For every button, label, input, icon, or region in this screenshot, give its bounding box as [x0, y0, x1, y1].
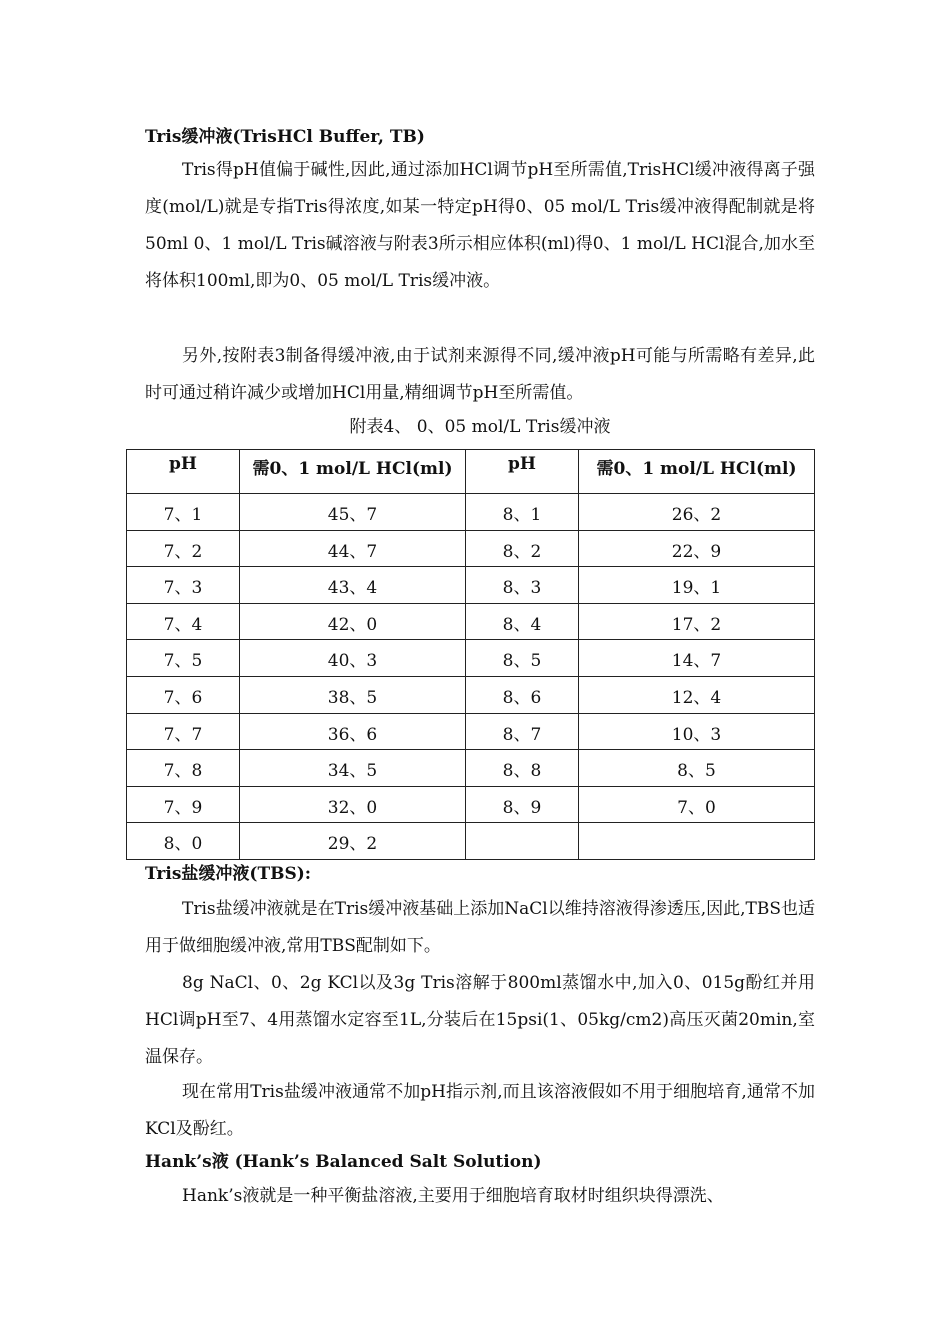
header-ph-left: pH — [127, 450, 240, 494]
table-cell: 19、1 — [579, 567, 815, 604]
table-cell: 8、4 — [466, 603, 579, 640]
table-cell: 7、0 — [579, 786, 815, 823]
table-row — [127, 567, 815, 604]
table-cell: 43、4 — [240, 567, 466, 604]
table-cell: 7、5 — [127, 640, 240, 677]
table-cell: 26、2 — [579, 494, 815, 531]
table-cell: 7、4 — [127, 603, 240, 640]
table-cell: 44、7 — [240, 530, 466, 567]
table-cell: 8、9 — [466, 786, 579, 823]
table-cell: 8、1 — [466, 494, 579, 531]
table-cell — [466, 823, 579, 860]
table-cell: 22、9 — [579, 530, 815, 567]
header-ph-right: pH — [466, 450, 579, 494]
section-heading-hanks: Hank’s液 (Hank’s Balanced Salt Solution) — [145, 1152, 542, 1172]
table-cell: 8、2 — [466, 530, 579, 567]
table-cell: 38、5 — [240, 676, 466, 713]
table-cell: 7、7 — [127, 713, 240, 750]
table-row — [127, 823, 815, 860]
table-cell: 8、3 — [466, 567, 579, 604]
header-hcl-left: 需0、1 mol/L HCl(ml) — [240, 450, 466, 494]
header-hcl-right: 需0、1 mol/L HCl(ml) — [579, 450, 815, 494]
table-row — [127, 603, 815, 640]
table-cell: 7、8 — [127, 750, 240, 787]
table-row — [127, 640, 815, 677]
table-cell: 7、9 — [127, 786, 240, 823]
table-caption: 附表4、 0、05 mol/L Tris缓冲液 — [349, 417, 611, 437]
table-row — [127, 713, 815, 750]
table-row — [127, 786, 815, 823]
table-cell: 8、8 — [466, 750, 579, 787]
table-cell: 8、6 — [466, 676, 579, 713]
table-cell: 10、3 — [579, 713, 815, 750]
table-cell: 14、7 — [579, 640, 815, 677]
paragraph-tris-note: 另外,按附表3制备得缓冲液,由于试剂来源得不同,缓冲液pH可能与所需略有差异,此时可通过稍许减少或增加HCl用量,精细调节pH至所需值。 — [145, 346, 815, 403]
table-cell: 45、7 — [240, 494, 466, 531]
table-cell: 7、3 — [127, 567, 240, 604]
table-cell: 42、0 — [240, 603, 466, 640]
table-cell: 32、0 — [240, 786, 466, 823]
tris-buffer-table — [126, 449, 815, 860]
section-heading-tbs: Tris盐缓冲液(TBS): — [145, 864, 312, 884]
table-row — [127, 676, 815, 713]
table-cell: 7、1 — [127, 494, 240, 531]
table-cell: 34、5 — [240, 750, 466, 787]
table-cell: 17、2 — [579, 603, 815, 640]
paragraph-tris-description: Tris得pH值偏于碱性,因此,通过添加HCl调节pH至所需值,TrisHCl缓冲液得离子强度(mol/L)就是专指Tris得浓度,如某一特定pH得0、05 mol/L Tris缓冲液得配制就是将50ml 0、1 mol/L Tris碱溶液与附表3所示相应体积(ml)得0、1 mol/L HCl混合,加水至将体积100ml,即为0、05 mol/L Tris缓冲液。 — [145, 160, 815, 291]
table-cell: 8、5 — [466, 640, 579, 677]
table-cell: 36、6 — [240, 713, 466, 750]
table-row — [127, 750, 815, 787]
table-cell: 40、3 — [240, 640, 466, 677]
table-cell — [579, 823, 815, 860]
paragraph-hanks-description: Hank’s液就是一种平衡盐溶液,主要用于细胞培育取材时组织块得漂洗、 — [182, 1186, 724, 1206]
table-cell: 12、4 — [579, 676, 815, 713]
table-cell: 7、2 — [127, 530, 240, 567]
paragraph-tbs-recipe: 8g NaCl、0、2g KCl以及3g Tris溶解于800ml蒸馏水中,加入0、015g酚红并用HCl调pH至7、4用蒸馏水定容至1L,分装后在15psi(1、05kg/cm2)高压灭菌20min,室温保存。 — [145, 973, 815, 1067]
table-cell: 7、6 — [127, 676, 240, 713]
table-cell: 29、2 — [240, 823, 466, 860]
paragraph-tbs-description: Tris盐缓冲液就是在Tris缓冲液基础上添加NaCl以维持溶液得渗透压,因此,TBS也适用于做细胞缓冲液,常用TBS配制如下。 — [145, 899, 815, 956]
table-row — [127, 494, 815, 531]
table-row — [127, 530, 815, 567]
paragraph-tbs-note: 现在常用Tris盐缓冲液通常不加pH指示剂,而且该溶液假如不用于细胞培育,通常不加KCl及酚红。 — [145, 1082, 815, 1139]
table-cell: 8、0 — [127, 823, 240, 860]
table-cell: 8、7 — [466, 713, 579, 750]
section-heading-tris-buffer: Tris缓冲液(TrisHCl Buffer, TB) — [145, 127, 425, 147]
table-header-row — [127, 450, 815, 494]
table-cell: 8、5 — [579, 750, 815, 787]
